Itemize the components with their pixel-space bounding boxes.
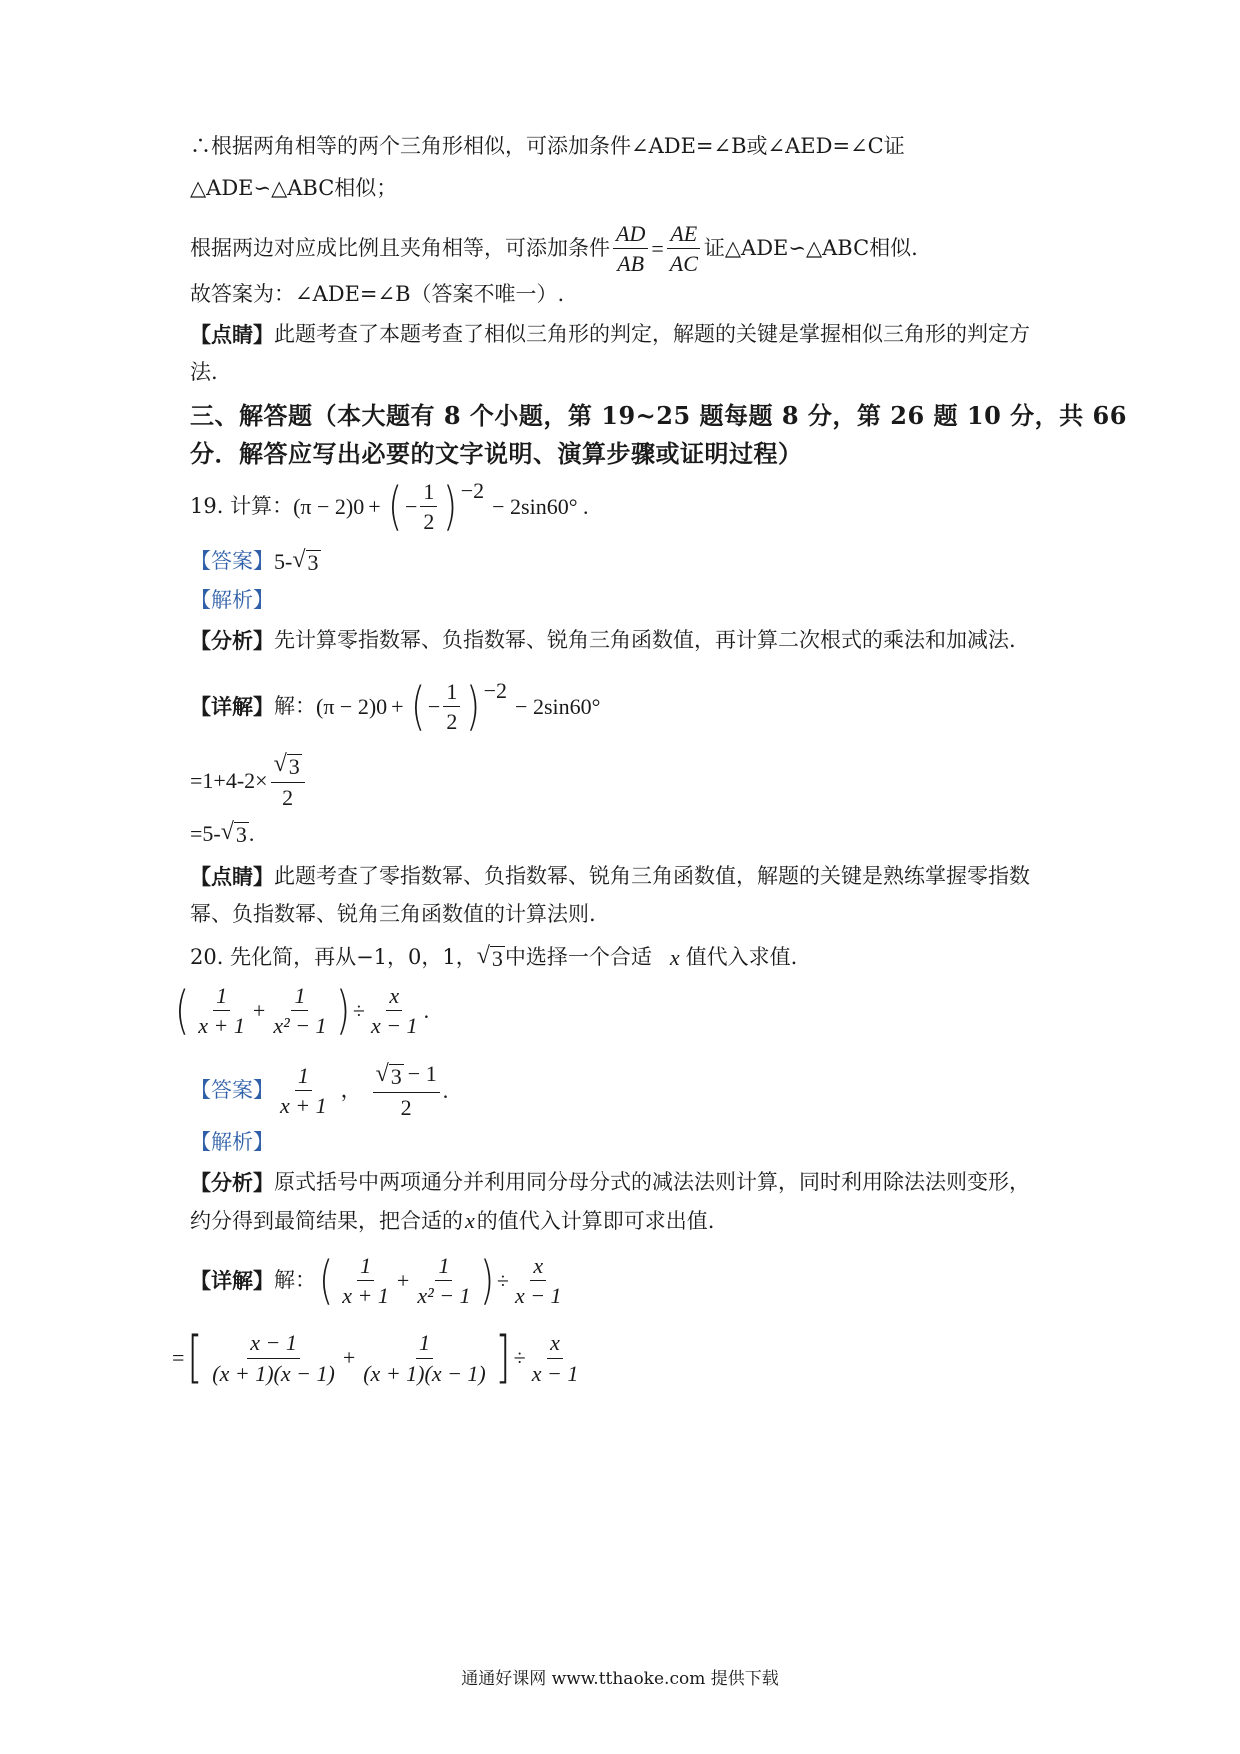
dianjing-19-text-2: 幂、负指数幂、锐角三角函数值的计算法则. xyxy=(190,902,596,926)
xj20-fraction-1: $\frac{1}{x + 1}$ xyxy=(342,1253,389,1309)
dianjing-19-cont xyxy=(190,904,596,925)
dianjing-text: 此题考查了本题考查了相似三角形的判定，解题的关键是掌握相似三角形的判定方 xyxy=(274,322,1030,346)
answer-19 xyxy=(190,548,321,575)
step-20-plus: + xyxy=(342,1345,356,1370)
answer-20-fraction-1: $\frac{1}{x + 1}$ xyxy=(280,1063,327,1119)
text-line-1 xyxy=(190,136,905,157)
dianjing-19 xyxy=(190,866,1030,887)
fenxi-20-text: 原式括号中两项通分并利用同分母分式的减法法则计算，同时利用除法法则变形， xyxy=(274,1170,1030,1194)
condition-text: 根据两边对应成比例且夹角相等，可添加条件 xyxy=(190,236,610,261)
xiangjie-20 xyxy=(190,1250,568,1311)
heading-text-2: 分．解答应写出必要的文字说明、演算步骤或证明过程） xyxy=(190,439,803,468)
step-2-text: =5- xyxy=(190,820,221,846)
text-line-3 xyxy=(190,222,918,275)
sqrt-3: √ 3 xyxy=(476,943,503,971)
tag-answer: 【答案】 xyxy=(190,549,274,574)
xj19-exponent-neg2: −2 xyxy=(483,678,508,703)
equals-sign: = xyxy=(651,235,664,261)
q20-divide: ÷ xyxy=(352,997,365,1023)
dianjing-19-text: 此题考查了零指数幂、负指数幂、锐角三角函数值，解题的关键是熟练掌握零指数 xyxy=(274,864,1030,888)
xj20-fraction-2: $\frac{1}{\text{x² − 1}}$ xyxy=(417,1253,471,1309)
tag-fenxi: 【分析】 xyxy=(190,628,274,653)
answer-20-separator: ， xyxy=(340,1078,362,1103)
tag-fenxi: 【分析】 xyxy=(190,1170,274,1195)
xj19-pi-minus-2: (π − 2) xyxy=(316,693,377,719)
fraction-ae-ac: $\frac{AE}{AC}$ xyxy=(667,222,701,275)
xj20-plus: + xyxy=(396,1267,410,1293)
right-bracket: ] xyxy=(495,1325,511,1390)
q20-fraction-3: $\frac{x}{x - 1}$ xyxy=(370,983,418,1039)
q19-left-paren: ( xyxy=(387,476,402,537)
fenxi-20-text-2: 约分得到最简结果，把合适的 xyxy=(190,1208,463,1233)
q19-pi-minus-2: (π − 2) xyxy=(293,493,354,519)
answer-20-fraction-2: √ 3 − 1 2 xyxy=(373,1062,440,1119)
sqrt-3: √ 3 xyxy=(292,547,319,575)
text-line-6 xyxy=(190,362,218,383)
tag-answer: 【答案】 xyxy=(190,1078,274,1103)
step-2-period: . xyxy=(248,820,255,846)
q20-expression xyxy=(172,980,430,1041)
sqrt-3: √ 3 xyxy=(220,819,247,847)
tag-jiexi: 【解析】 xyxy=(190,1130,274,1154)
section-heading-2 xyxy=(190,439,803,468)
question-19-label: 19. 计算： xyxy=(190,494,294,519)
xj19-fraction-half: $\frac{1}{2}$ xyxy=(443,680,460,733)
fenxi-19 xyxy=(190,630,1016,651)
answer-20-period: . xyxy=(442,1077,449,1103)
tag-xiangjie: 【详解】 xyxy=(190,1268,274,1294)
fenxi-19-text: 先计算零指数幂、负指数幂、锐角三角函数值，再计算二次根式的乘法和加减法. xyxy=(274,628,1016,652)
tag-dianjing: 【点睛】 xyxy=(190,322,274,347)
fraction-sqrt3-over-2: √ 3 2 xyxy=(271,752,305,809)
analysis-19 xyxy=(190,590,274,611)
answer-line: 故答案为：∠ADE=∠B（答案不唯一）. xyxy=(190,282,565,306)
q19-exponent-neg2: −2 xyxy=(460,478,485,503)
step-20-1 xyxy=(172,1325,584,1390)
xj19-plus: + xyxy=(391,693,404,719)
xj20-fraction-3: $\frac{x}{x - 1}$ xyxy=(514,1253,562,1309)
xj19-right-paren: ) xyxy=(466,676,481,737)
question-20-text: 20. 先化简，再从−1，0，1， xyxy=(190,945,477,970)
q19-sin-term: − 2sin60° . xyxy=(492,493,589,519)
q20-right-paren: ) xyxy=(335,980,350,1041)
section-heading-1 xyxy=(190,401,1127,430)
tag-dianjing: 【点睛】 xyxy=(190,864,274,889)
xj20-right-paren: ) xyxy=(479,1250,494,1311)
tag-xiangjie: 【详解】 xyxy=(190,694,274,720)
step-20-divide: ÷ xyxy=(513,1345,526,1370)
question-20-text-2: 中选择一个合适 xyxy=(504,945,652,970)
q19-negative-sign: − xyxy=(404,493,418,519)
text-line-4 xyxy=(190,284,564,305)
q20-fraction-1: $\frac{1}{x + 1}$ xyxy=(198,983,245,1039)
xj19-negative-sign: − xyxy=(427,693,441,719)
q20-fraction-2: $\frac{1}{\text{x² − 1}}$ xyxy=(273,983,327,1039)
step-1 xyxy=(190,752,308,809)
step-20-fraction-2: $\frac{1}{(x + 1)(x - 1)}$ xyxy=(363,1330,486,1386)
question-20 xyxy=(190,944,797,971)
condition-text-end: 证△ADE∽△ABC相似. xyxy=(703,236,918,261)
step-20-fraction-3: $\frac{x}{x - 1}$ xyxy=(531,1330,579,1386)
answer-20 xyxy=(190,1062,448,1119)
dianjing-text-end: 法. xyxy=(190,360,218,384)
fenxi-20-cont xyxy=(190,1210,714,1232)
text-line-2 xyxy=(190,178,397,199)
q19-fraction-half: $\frac{1}{2}$ xyxy=(420,480,437,533)
step-20-fraction-1: $\frac{x - 1}{(x + 1)(x - 1)}$ xyxy=(212,1330,335,1386)
text-line-5 xyxy=(190,324,1030,345)
q20-left-paren: ( xyxy=(175,980,190,1041)
q20-plus: + xyxy=(252,997,266,1023)
fenxi-20-text-3: 的值代入计算即可求出值. xyxy=(476,1208,715,1233)
page-footer: 通通好课网 www.tthaoke.com 提供下载 xyxy=(461,1669,779,1689)
fraction-ad-ab: $\frac{AD}{AB}$ xyxy=(613,222,648,275)
answer-19-value: 5- xyxy=(274,548,293,574)
xj20-left-paren: ( xyxy=(319,1250,334,1311)
left-bracket: [ xyxy=(187,1325,204,1390)
similar-triangles-line: △ADE∽△ABC相似； xyxy=(190,176,398,200)
variable-x: x xyxy=(465,1208,475,1233)
xj19-left-paren: ( xyxy=(410,676,425,737)
q19-plus: + xyxy=(368,493,381,519)
step-1-text: =1+4-2× xyxy=(190,767,268,793)
xj19-sin-term: − 2sin60° xyxy=(515,693,601,719)
question-20-text-3: 值代入求值. xyxy=(685,945,798,970)
tag-jiexi: 【解析】 xyxy=(190,588,274,612)
xiangjie-19-label: 解： xyxy=(274,694,316,719)
variable-x: x xyxy=(669,944,680,970)
xj20-divide: ÷ xyxy=(496,1267,509,1293)
q20-period: . xyxy=(423,997,430,1023)
fenxi-20 xyxy=(190,1172,1030,1193)
q19-right-paren: ) xyxy=(443,476,458,537)
q19-exponent-0: 0 xyxy=(353,493,365,519)
step-20-equals: = xyxy=(172,1345,185,1370)
xj19-exponent-0: 0 xyxy=(376,693,388,719)
reasoning-line: ∴根据两角相等的两个三角形相似，可添加条件∠ADE=∠B或∠AED=∠C证 xyxy=(190,134,905,158)
step-2 xyxy=(190,820,254,847)
question-19 xyxy=(190,476,589,537)
xiangjie-20-label: 解： xyxy=(274,1268,316,1293)
xiangjie-19 xyxy=(190,676,601,737)
analysis-20 xyxy=(190,1132,274,1153)
heading-text-1: 三、解答题（本大题有 8 个小题，第 19~25 题每题 8 分，第 26 题 10 分，共 66 xyxy=(190,401,1127,430)
